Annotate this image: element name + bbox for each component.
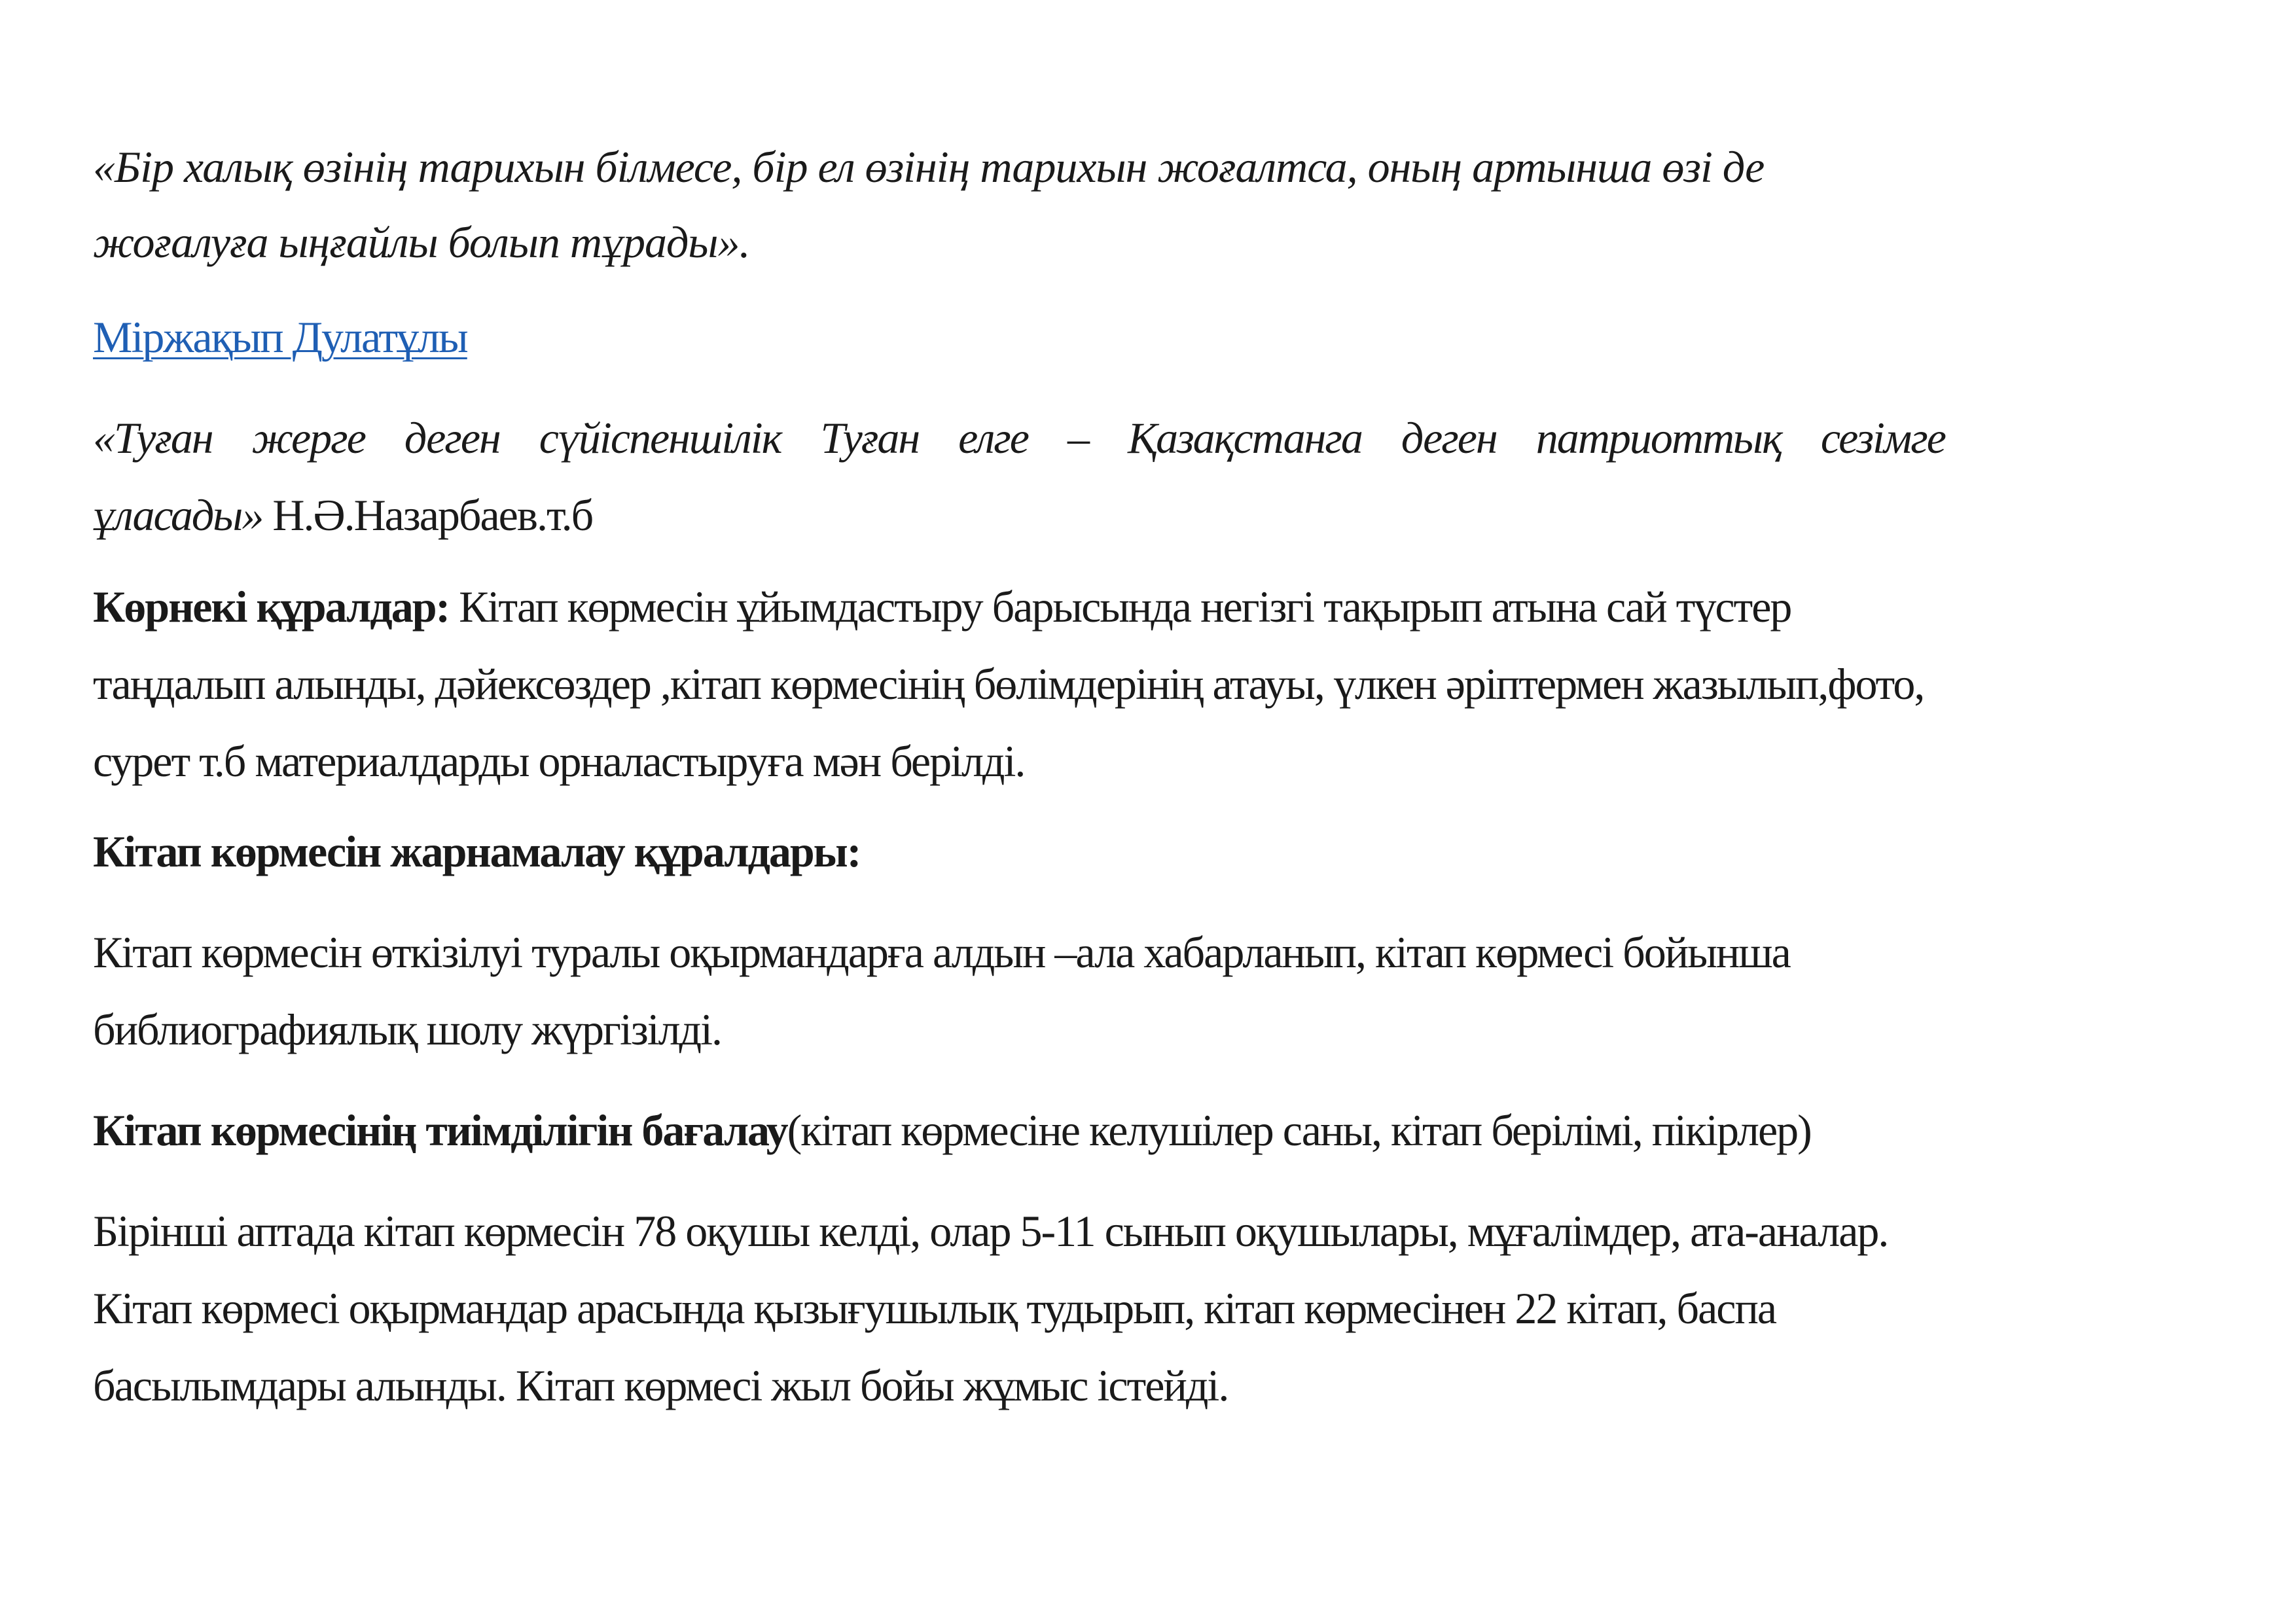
quote-nazarbayev-author: Н.Ә.Назарбаев.т.б [262,490,593,540]
visual-aids-paragraph [93,568,1945,800]
results-paragraph: Бірінші аптада кітап көрмесін 78 оқушы келді, олар 5-11 сынып оқушылары, мұғалімдер, ата-аналар. Кітап көрмесі оқырмандар арасында қызығушылық тудырып, кітап көрмесінен 22 кітап, баспа басылымдары алынды. Кітап көрмесі жыл бойы жұмыс істейді. [93,1206,1888,1410]
evaluation-paragraph [93,1092,1945,1169]
evaluation-text: (кітап көрмесіне келушілер саны, кітап берілімі, пікірлер) [787,1105,1811,1155]
document-page [93,130,1945,1424]
evaluation-label: Кітап көрмесінің тиімділігін бағалау [93,1105,787,1155]
quote-nazarbayev [93,399,1945,554]
quote-dulatuly: «Бір халық өзінің тарихын білмесе, бір ел өзінің тарихын жоғалтса, оның артынша өзі де жоғалуға ыңғайлы болып тұрады». [93,142,1765,267]
quote-nazarbayev-text: «Туған жерге деген сүйіспеншілік Туған елге – Қазақстанга деген патриоттық сезімге ұласады» [93,413,1945,540]
advertising-heading: Кітап көрмесін жарнамалау құралдары: [93,827,861,876]
visual-aids-label: Көрнекі құралдар: [93,582,450,632]
author-link-dulatuly[interactable]: Міржақып Дулатұлы [93,312,467,362]
advertising-text: Кітап көрмесін өткізілуі туралы оқырмандарға алдын –ала хабарланып, кітап көрмесі бойынша библиографиялық шолу жүргізілді. [93,927,1790,1054]
visual-aids-text: Кітап көрмесін ұйымдастыру барысында негізгі тақырып атына сай түстер таңдалып алынды, дәйексөздер ,кітап көрмесінің бөлімдерінің атауы, үлкен әріптермен жазылып,фото, сурет т.б материалдарды орналастыруға мән берілді. [93,582,1924,786]
